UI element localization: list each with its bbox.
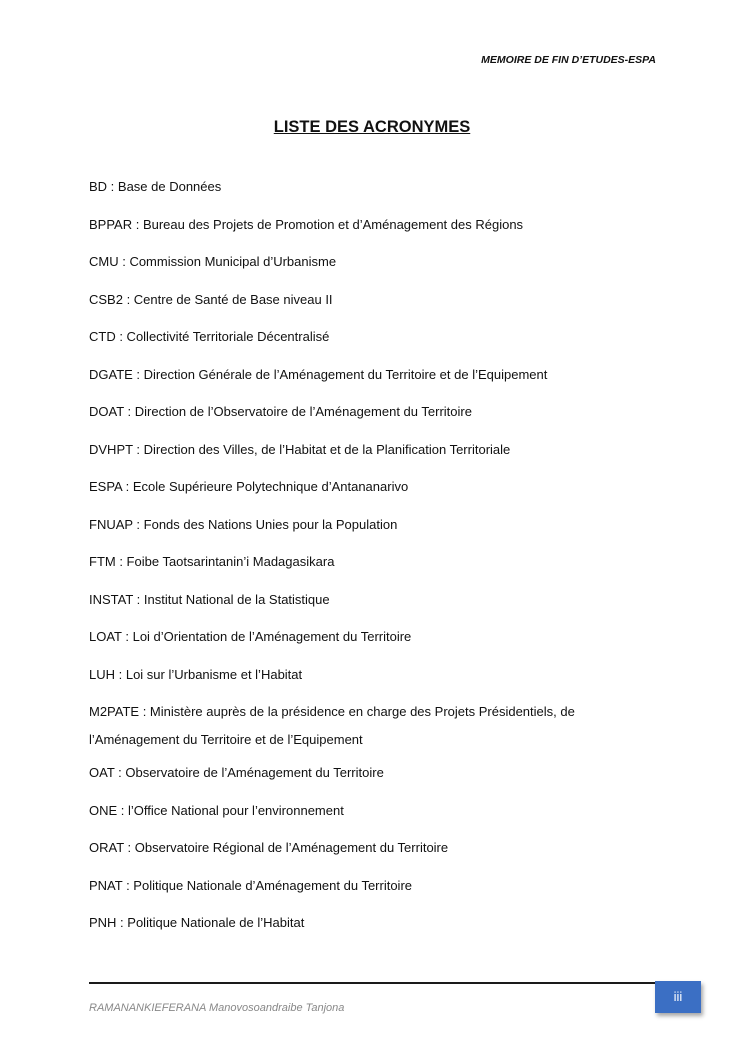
acronym-entry: ORAT : Observatoire Régional de l’Aménagement du Territoire [89, 840, 449, 855]
acronym-entry: BD : Base de Données [89, 179, 222, 194]
acronym-entry: DOAT : Direction de l’Observatoire de l’Aménagement du Territoire [89, 404, 472, 419]
page-number-badge: iii [655, 981, 701, 1013]
acronym-entry: DGATE : Direction Générale de l’Aménagement du Territoire et de l’Equipement [89, 366, 548, 382]
acronym-entry: PNH : Politique Nationale de l’Habitat [89, 915, 305, 930]
acronym-entry: LUH : Loi sur l’Urbanisme et l’Habitat [89, 666, 303, 682]
acronym-entry: ONE : l’Office National pour l’environnement [89, 802, 344, 818]
acronym-entry: INSTAT : Institut National de la Statistique [89, 591, 330, 607]
running-header: MEMOIRE DE FIN D’ETUDES-ESPA [481, 54, 656, 66]
acronym-entry: DVHPT : Direction des Villes, de l’Habitat et de la Planification Territoriale [89, 441, 511, 457]
acronym-entry: M2PATE : Ministère auprès de la présidence en charge des Projets Présidentiels, de l’Aménagement du Territoire et de l’Equipement [89, 704, 575, 747]
page-title: LISTE DES ACRONYMES [273, 118, 471, 136]
footer-author: RAMANANKIEFERANA Manovosoandraibe Tanjona [89, 1002, 345, 1014]
acronym-entry: LOAT : Loi d’Orientation de l’Aménagement du Territoire [89, 629, 412, 644]
footer-divider [89, 982, 675, 984]
acronym-entry: OAT : Observatoire de l’Aménagement du Territoire [89, 765, 384, 780]
acronym-entry: BPPAR : Bureau des Projets de Promotion et d’Aménagement des Régions [89, 216, 524, 232]
acronym-entry: CSB2 : Centre de Santé de Base niveau II [89, 291, 333, 307]
acronym-entry: FTM : Foibe Taotsarintanin’i Madagasikara [89, 554, 335, 569]
acronym-list [89, 177, 649, 951]
acronym-entry: FNUAP : Fonds des Nations Unies pour la Population [89, 516, 398, 532]
acronym-entry: CTD : Collectivité Territoriale Décentralisé [89, 329, 330, 344]
acronym-entry: CMU : Commission Municipal d’Urbanisme [89, 254, 337, 269]
acronym-entry: PNAT : Politique Nationale d’Aménagement du Territoire [89, 877, 413, 893]
acronym-entry: ESPA : Ecole Supérieure Polytechnique d’Antananarivo [89, 479, 409, 494]
